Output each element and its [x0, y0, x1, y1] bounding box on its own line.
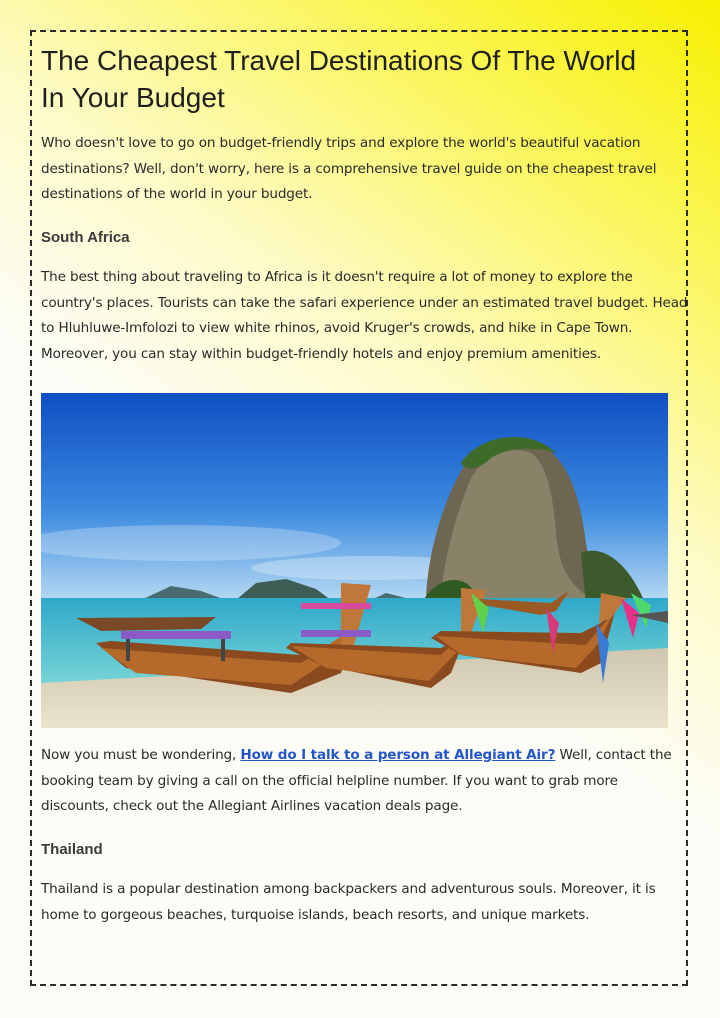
intro-paragraph: Who doesn't love to go on budget-friendly trips and explore the world's beautiful vacation destinations? Well, don't worry, here is a comprehensive travel guide on the cheapest travel destinations of the world in your budget.: [41, 135, 657, 202]
south-africa-paragraph: The best thing about traveling to Africa is it doesn't require a lot of money to explore the country's places. Tourists can take the safari experience under an estimated travel budget. Head to Hluhluwe-Imfolozi to view white rhinos, avoid Kruger's crowds, and hike in Cape Town. Moreover, you can stay within budget-friendly hotels and enjoy premium amenities.: [41, 269, 688, 362]
allegiant-air-contact-link[interactable]: How do I talk to a person at Allegiant Air?: [240, 747, 556, 763]
thailand-paragraph: Thailand is a popular destination among backpackers and adventurous souls. Moreover, it is home to gorgeous beaches, turquoise islands, beach resorts, and unique markets.: [41, 881, 656, 923]
allegiant-text-after-link: Well, contact the booking team by giving a call on the official helpline number. If you want to grab more discounts, check out the Allegiant Airlines vacation deals page.: [41, 747, 672, 814]
page-title: The Cheapest Travel Destinations Of The World In Your Budget: [41, 45, 637, 113]
section-heading-thailand: Thailand: [41, 841, 103, 858]
allegiant-paragraph: [41, 743, 689, 820]
thailand-longtail-boats-photo: [41, 393, 668, 728]
section-heading-south-africa: South Africa: [41, 229, 130, 246]
allegiant-text-before-link: Now you must be wondering,: [41, 747, 241, 763]
